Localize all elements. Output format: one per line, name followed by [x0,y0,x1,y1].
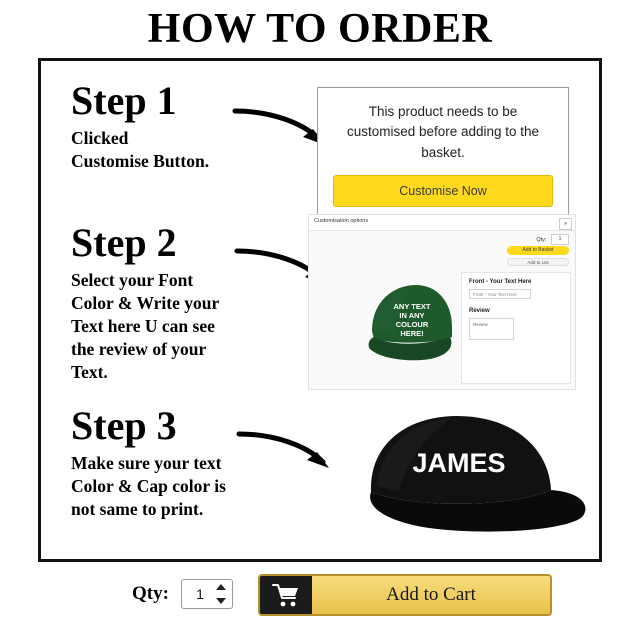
front-text-title: Front - Your Text Here [469,279,532,285]
add-to-list-button[interactable]: Add to List [507,258,569,266]
step-1-description-line-2: Customise Button. [71,151,210,172]
customisation-panel [308,214,576,390]
text-entry-pane [461,272,571,384]
cap-text-line-3: COLOUR [395,320,429,329]
cap-text-line-4: HERE! [400,329,424,338]
step-3-description-line-2: Color & Cap color is [71,476,226,497]
customisation-options-bar [309,215,575,231]
customise-now-button[interactable]: Customise Now [333,175,553,207]
step-1-heading: Step 1 [71,78,177,123]
step-2-description-line-3: Text here U can see [71,316,215,337]
black-cap-text: JAMES [412,448,506,478]
collapse-icon[interactable]: » [559,218,572,230]
add-to-cart-label: Add to Cart [386,584,476,605]
review-preview: Review [469,318,514,340]
customisation-options-label: Customisation options [314,218,369,224]
qty-spinner[interactable] [216,583,228,605]
customise-message: This product needs to be customised before adding to the basket. [346,104,540,160]
green-cap-image [358,275,462,367]
panel-qty-label: Qty: [536,236,547,243]
qty-label: Qty: [132,583,169,604]
cap-text-line-2: IN ANY [399,311,425,320]
front-text-input[interactable]: Front - Your Text Here [469,289,531,299]
qty-decrement-icon[interactable] [216,598,226,604]
step-1-description-line-1: Clicked [71,128,129,148]
step-1-text [71,78,326,173]
step-2-text [71,220,326,384]
step-2-description [71,269,326,384]
step-1-description [71,127,326,173]
review-title: Review [469,308,490,314]
step-3-description-line-3: not same to print. [71,499,204,520]
step-3 [41,403,599,556]
page-title: HOW TO ORDER [147,6,493,52]
step-2-description-line-4: the review of your [71,339,207,360]
step-2-description-line-1: Select your Font [71,270,194,290]
add-to-basket-button[interactable]: Add to Basket [507,246,569,255]
step-3-heading: Step 3 [71,403,177,448]
step-3-description-line-1: Make sure your text [71,453,222,473]
black-cap-image [341,406,591,538]
panel-qty-row [536,234,569,245]
add-to-cart-button[interactable] [258,574,552,616]
panel-qty-input[interactable]: 1 [551,234,569,245]
customise-prompt-card [317,87,569,215]
qty-input[interactable]: 1 [196,586,204,602]
step-2-description-line-2: Color & Write your [71,293,220,314]
step-2 [41,218,599,398]
shopping-cart-icon [260,576,312,614]
qty-stepper[interactable] [181,579,233,609]
step-3-description [71,452,326,521]
purchase-bar [0,570,640,632]
step-1 [41,78,599,231]
qty-increment-icon[interactable] [216,584,226,590]
steps-panel [38,58,602,562]
cap-text-line-1: ANY TEXT [393,302,431,311]
step-2-heading: Step 2 [71,220,177,265]
step-3-text [71,403,326,521]
step-2-description-line-5: Text. [71,362,108,383]
